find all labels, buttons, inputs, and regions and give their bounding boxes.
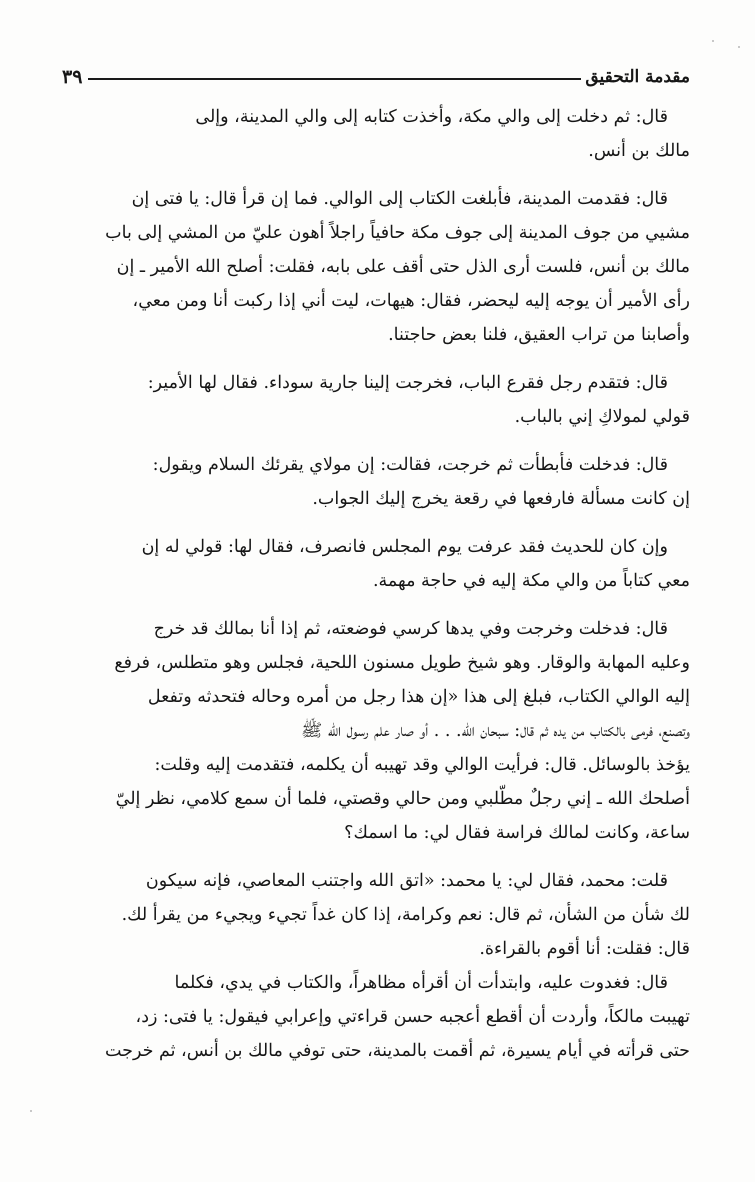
text-line: قال: ثم دخلت إلى والي مكة، وأخذت كتابه إلى والي المدينة، وإلى xyxy=(195,107,668,127)
text-line: إليه الوالي الكتاب، فبلغ إلى هذا «إن هذا رجل من أمره وحاله فتحدثه وتفعل xyxy=(147,687,690,707)
text-line: قال: فقدمت المدينة، فأبلغت الكتاب إلى الوالي. فما إن قرأ قال: يا فتى إن xyxy=(131,189,668,209)
text-line: ساعة، وكانت لمالك فراسة فقال لي: ما اسمك؟ xyxy=(344,823,690,843)
text-line: مالك بن أنس. xyxy=(588,141,690,161)
text-line: أصلحك الله ـ إني رجلٌ مطّلبي ومن حالي وقصتي، فلما أن سمع كلامي، نظر إليّ xyxy=(115,789,690,809)
page-number: ٣٩ xyxy=(62,66,83,88)
body-text xyxy=(62,100,690,1082)
text-line: قلت: محمد، فقال لي: يا محمد: «اتق الله واجتنب المعاصي، فإنه سيكون xyxy=(145,871,668,891)
text-line: وتصنع، فرمى بالكتاب من يده ثم قال: سبحان الله. . . أو صار علم رسول الله ﷺ xyxy=(301,721,690,741)
text-line: قال: فتقدم رجل فقرع الباب، فخرجت إلينا جارية سوداء. فقال لها الأمير: xyxy=(147,373,668,393)
paragraph xyxy=(62,530,690,598)
text-line: وعليه المهابة والوقار. وهو شيخ طويل مسنون اللحية، فجلس وهو متطلس، فرفع xyxy=(114,653,690,673)
text-line: قال: فدخلت فأبطأت ثم خرجت، فقالت: إن مولاي يقرئك السلام ويقول: xyxy=(152,455,668,475)
text-line: مشيي من جوف المدينة إلى جوف مكة حافياً راجلاً أهون عليّ من المشي إلى باب xyxy=(105,223,690,243)
text-line: وإن كان للحديث فقد عرفت يوم المجلس فانصرف، فقال لها: قولي له إن xyxy=(141,537,668,557)
text-line: تهيبت مالكاً، وأردت أن أقطع أعجبه حسن قراءتي وإعرابي فيقول: يا فتى: زد، xyxy=(135,1007,690,1027)
text-line: وأصابنا من تراب العقيق، فلنا بعض حاجتنا. xyxy=(388,325,690,345)
paragraph xyxy=(62,182,690,352)
paragraph xyxy=(62,100,690,168)
text-line: قال: فدخلت وخرجت وفي يدها كرسي فوضعته، ثم إذا أنا بمالك قد خرج xyxy=(153,619,668,639)
scan-speck xyxy=(712,40,714,42)
text-line: إن كانت مسألة فارفعها في رقعة يخرج إليك الجواب. xyxy=(312,489,690,509)
chapter-title: مقدمة التحقيق xyxy=(585,67,690,87)
text-line: قولي لمولاكِ إني بالباب. xyxy=(514,407,690,427)
text-line: مالك بن أنس، فلست أرى الذل حتى أقف على بابه، فقلت: أصلح الله الأمير ـ إن xyxy=(116,257,690,277)
paragraph xyxy=(62,966,690,1068)
paragraph xyxy=(62,366,690,434)
text-line: معي كتاباً من والي مكة إليه في حاجة مهمة. xyxy=(372,571,690,591)
text-line: حتى قرأته في أيام يسيرة، ثم أقمت بالمدينة، حتى توفي مالك بن أنس، ثم خرجت xyxy=(104,1041,690,1061)
running-header xyxy=(62,62,690,92)
text-line: لك شأن من الشأن، ثم قال: نعم وكرامة، إذا كان غداً تجيء ويجيء من يقرأ لك. xyxy=(121,905,690,925)
header-rule xyxy=(88,78,581,80)
text-line: يؤخذ بالوسائل. قال: فرأيت الوالي وقد تهيبه أن يكلمه، فتقدمت إليه وقلت: xyxy=(154,755,690,775)
paragraph xyxy=(62,612,690,850)
text-line: قال: فغدوت عليه، وابتدأت أن أقرأه مظاهراً، والكتاب في يدي، فكلما xyxy=(174,973,668,993)
scan-speck xyxy=(30,1110,32,1112)
paragraph xyxy=(62,864,690,966)
text-line: رأى الأمير أن يوجه إليه ليحضر، فقال: هيهات، ليت أني إذا ركبت أنا ومن معي، xyxy=(132,291,690,311)
paragraph xyxy=(62,448,690,516)
text-line: قال: فقلت: أنا أقوم بالقراءة. xyxy=(479,939,690,959)
scan-speck xyxy=(738,46,740,48)
